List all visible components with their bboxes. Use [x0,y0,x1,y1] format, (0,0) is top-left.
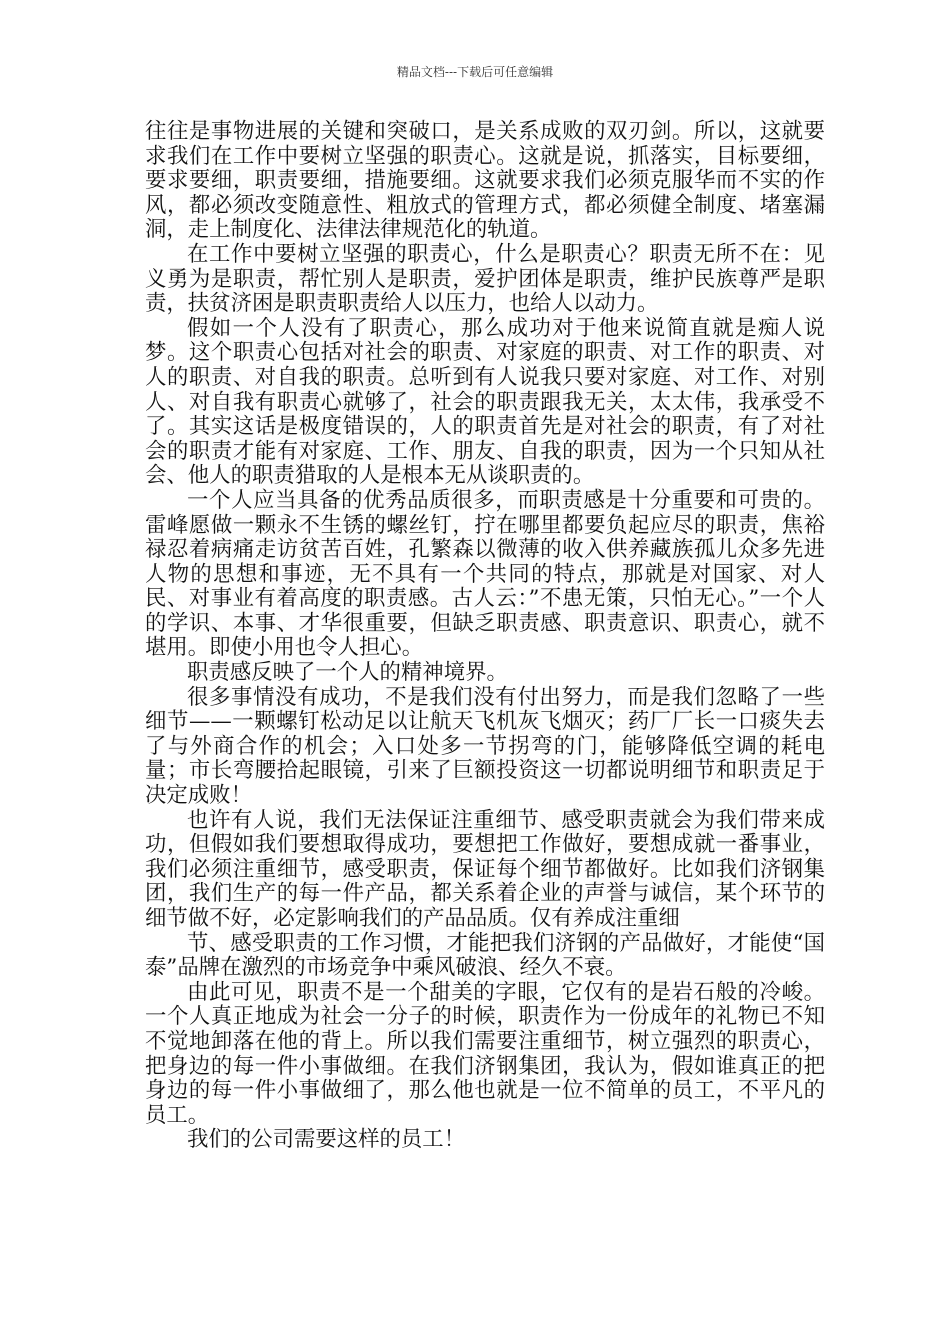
paragraph: 节、感受职责的工作习惯，才能把我们济钢的产品做好，才能使“国泰”品牌在激烈的市场竞争中乘风破浪、经久不衰。 [145,930,825,981]
paragraph: 一个人应当具备的优秀品质很多，而职责感是十分重要和可贵的。雷峰愿做一颗永不生锈的螺丝钉，拧在哪里都要负起应尽的职责，焦裕禄忍着病痛走访贫苦百姓，孔繁森以微薄的收入供养藏族孤儿众多先进人物的思想和事迹，无不具有一个共同的特点，那就是对国家、对人民、对事业有着高度的职责感。古人云：”不患无策，只怕无心。”一个人的学识、本事、才华很重要，但缺乏职责感、职责意识、职责心，就不堪用。即使小用也令人担心。 [145,487,825,661]
paragraph: 也许有人说，我们无法保证注重细节、感受职责就会为我们带来成功，但假如我们要想取得成功，要想把工作做好，要想成就一番事业，我们必须注重细节，感受职责，保证每个细节都做好。比如我们济钢集团，我们生产的每一件产品，都关系着企业的声誉与诚信，某个环节的细节做不好，必定影响我们的产品品质。仅有养成注重细 [145,807,825,931]
page-header: 精品文档---下载后可任意编辑 [396,65,554,79]
paragraph-closing: 我们的公司需要这样的员工！ [187,1127,466,1153]
paragraph: 由此可见，职责不是一个甜美的字眼，它仅有的是岩石般的冷峻。一个人真正地成为社会一分子的时候，职责作为一份成年的礼物已不知不觉地卸落在他的背上。所以我们需要注重细节，树立强烈的职责心，把身边的每一件小事做细。在我们济钢集团，我认为，假如谁真正的把身边的每一件小事做细了，那么他也就是一位不简单的员工，不平凡的员工。 [145,979,825,1128]
paragraph-continuation: 往往是事物进展的关键和突破口，是关系成败的双刃剑。所以，这就要求我们在工作中要树立坚强的职责心。这就是说，抓落实，目标要细，要求要细，职责要细，措施要细。这就要求我们必须克服华而不实的作风，都必须改变随意性、粗放式的管理方式，都必须健全制度、堵塞漏洞，走上制度化、法律法律规范化的轨道。 [145,119,825,243]
paragraph: 假如一个人没有了职责心，那么成功对于他来说简直就是痴人说梦。这个职责心包括对社会的职责、对家庭的职责、对工作的职责、对人的职责、对自我的职责。总听到有人说我只要对家庭、对工作、对别人、对自我有职责心就够了，社会的职责跟我无关，太太伟，我承受不了。其实这话是极度错误的，人的职责首先是对社会的职责，有了对社会的职责才能有对家庭、工作、朋友、自我的职责，因为一个只知从社会、他人的职责猎取的人是根本无从谈职责的。 [145,315,825,489]
paragraph: 职责感反映了一个人的精神境界。 [187,660,508,686]
document-body [145,120,825,1153]
paragraph: 很多事情没有成功，不是我们没有付出努力，而是我们忽略了一些细节——一颗螺钉松动足以让航天飞机灰飞烟灭；药厂厂长一口痰失去了与外商合作的机会；入口处多一节拐弯的门，能够降低空调的耗电量；市长弯腰拾起眼镜，引来了巨额投资这一切都说明细节和职责足于决定成败！ [145,684,825,809]
paragraph: 在工作中要树立坚强的职责心，什么是职责心？职责无所不在：见义勇为是职责，帮忙别人是职责，爱护团体是职责，维护民族尊严是职责，扶贫济困是职责职责给人以压力，也给人以动力。 [145,241,825,317]
